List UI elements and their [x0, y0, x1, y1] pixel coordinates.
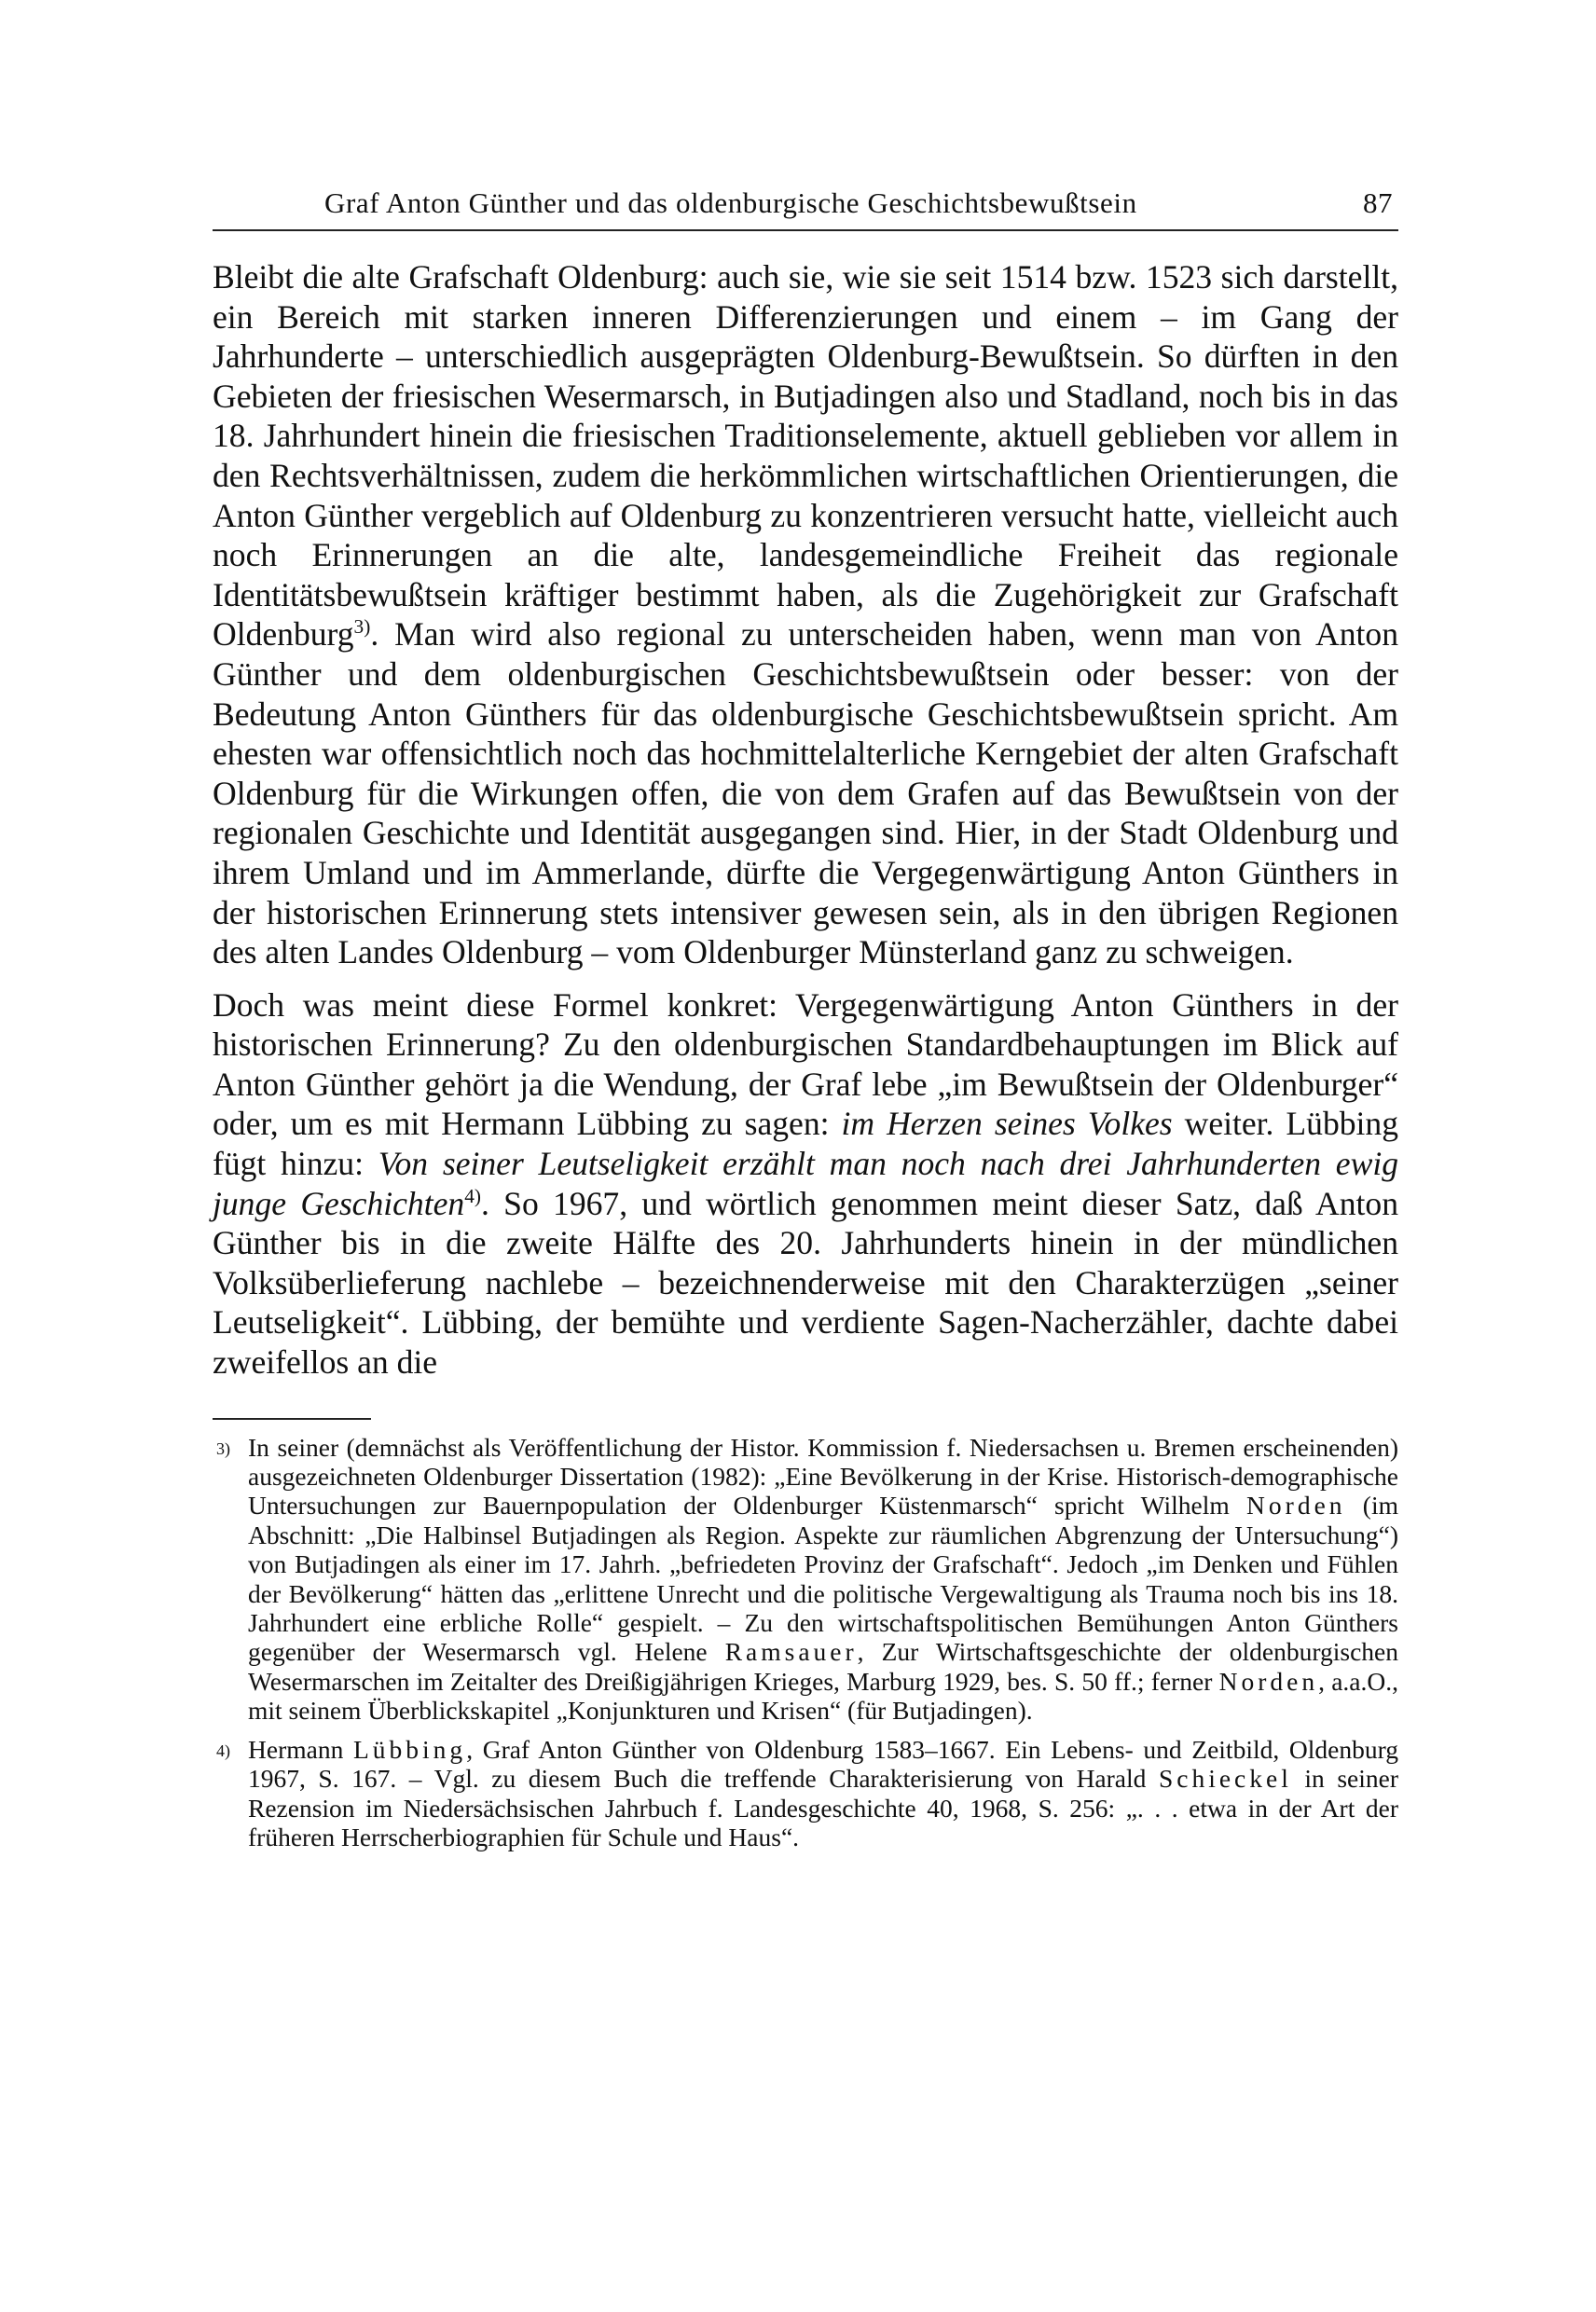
quote-im-herzen: im Herzen seines Volkes [841, 1105, 1173, 1143]
book-page [213, 186, 1398, 1861]
author-name-luebbing: Lübbing [352, 1734, 467, 1764]
author-name-norden: Norden [1246, 1491, 1346, 1521]
footnote-3-text-d: , a.a.O., mit seinem Überblickskapitel „Konjunkturen und Krisen“ (für Butjadingen). [248, 1666, 1398, 1726]
footnote-marker: 4) [216, 1741, 230, 1760]
running-header [213, 186, 1398, 231]
author-name-schieckel: Schieckel [1158, 1764, 1292, 1794]
footnote-text [244, 1433, 1398, 1726]
footnote-3 [213, 1433, 1398, 1726]
main-text [213, 257, 1398, 1383]
author-name-ramsauer: Ramsauer [724, 1637, 858, 1667]
quote-leutseligkeit: Von seiner Leutseligkeit erzählt man noch nach drei Jahrhunderten ewig junge Geschichten [213, 1145, 1398, 1222]
footnote-4 [213, 1735, 1398, 1852]
footnote-3-text-c: , Zur Wirtschaftsgeschichte der oldenburgischen Wesermarschen im Zeitalter des Dreißigjährigen Krieges, Marburg 1929, bes. S. 50 ff.; ferner [248, 1637, 1399, 1696]
running-title: Graf Anton Günther und das oldenburgische Geschichtsbewußtsein [324, 186, 1137, 219]
paragraph-1-continued: . Man wird also regional zu unterscheiden haben, wenn man von Anton Günther und dem oldenburgischen Geschichtsbewußtsein oder besser: von der Bedeutung Anton Günthers für das oldenburgische Geschichtsbewußtsein spricht. Am ehesten war offensichtlich noch das hochmittelalterliche Kerngebiet der alten Grafschaft Oldenburg für die Wirkungen offen, die von dem Grafen auf das Bewußtsein von der regionalen Geschichte und Identität ausgegangen sind. Hier, in der Stadt Oldenburg und ihrem Umland und im Ammerlande, dürfte die Vergegenwärtigung Anton Günthers in der historischen Erinnerung stets intensiver gewesen sein, als in den übrigen Regionen des alten Landes Oldenburg – vom Oldenburger Münsterland ganz zu schweigen. [213, 615, 1398, 971]
footnotes [213, 1433, 1398, 1852]
author-name-norden-2: Norden [1218, 1666, 1319, 1696]
footnote-4-text-a: Hermann [248, 1734, 353, 1764]
footnote-3-text-a: In seiner (demnächst als Veröffentlichung der Histor. Kommission f. Niedersachsen u. Bremen erscheinenden) ausgezeichneten Oldenburger Dissertation (1982): „Eine Bevölkerung in der Krise. Historisch-demographische Untersuchungen zur Bauernpopulation der Oldenburger Küstenmarsch“ spricht Wilhelm [248, 1432, 1398, 1521]
paragraph-2-text-c: . So 1967, und wörtlich genommen meint dieser Satz, daß Anton Günther bis in die zweite Hälfte des 20. Jahrhunderts hinein in der mündlichen Volksüberlieferung nachlebe – bezeichnenderweise mit den Charakterzügen „seiner Leutseligkeit“. Lübbing, der bemühte und verdiente Sagen-Nacherzähler, dachte dabei zweifellos an die [213, 1184, 1398, 1382]
footnote-4-text-c: in seiner Rezension im Niedersächsischen Jahrbuch f. Landesgeschichte 40, 1968, S. 256: „. . . etwa in der Art der früheren Herrscherbiographien für Schule und Haus“. [248, 1764, 1399, 1851]
footnote-4-text-b: , Graf Anton Günther von Oldenburg 1583–1667. Ein Lebens- und Zeitbild, Oldenburg 1967, S. 167. – Vgl. zu diesem Buch die treffende Charakterisierung von Harald [248, 1734, 1398, 1794]
footnote-marker: 3) [216, 1438, 230, 1458]
paragraph-2-text-a: Doch was meint diese Formel konkret: Vergegenwärtigung Anton Günthers in der historischen Erinnerung? Zu den oldenburgischen Standardbehauptungen im Blick auf Anton Günther gehört ja die Wendung, der Graf lebe „im Bewußtsein der Oldenburger“ oder, um es mit Hermann Lübbing zu sagen: [213, 985, 1398, 1143]
page-number: 87 [1363, 186, 1393, 219]
paragraph-2 [213, 985, 1398, 1383]
footnote-text [244, 1735, 1398, 1852]
paragraph-1-text: Bleibt die alte Grafschaft Oldenburg: auch sie, wie sie seit 1514 bzw. 1523 sich darstellt, ein Bereich mit starken inneren Differenzierungen und einem – im Gang der Jahrhunderte – unterschiedlich ausgeprägten Oldenburg-Bewußtsein. So dürften in den Gebieten der friesischen Wesermarsch, in Butjadingen also und Stadland, noch bis in das 18. Jahrhundert hinein die friesischen Traditionselemente, aktuell geblieben vor allem in den Rechtsverhältnissen, zudem die herkömmlichen wirtschaftlichen Orientierungen, die Anton Günther vergeblich auf Oldenburg zu konzentrieren versucht hatte, vielleicht auch noch Erinnerungen an die alte, landesgemeindliche Freiheit das regionale Identitätsbewußtsein kräftiger bestimmt haben, als die Zugehörigkeit zur Grafschaft Oldenburg [213, 258, 1398, 654]
footnote-ref-4[interactable]: 4) [464, 1184, 481, 1207]
footnote-separator [213, 1418, 371, 1420]
footnote-3-text-b: (im Abschnitt: „Die Halbinsel Butjadingen als Region. Aspekte zur räumlichen Abgrenzung der Untersuchung“) von Butjadingen als einer im 17. Jahrh. „befriedeten Provinz der Grafschaft“. Jedoch „im Denken und Fühlen der Bevölkerung“ hätten das „erlittene Unrecht und die politische Vergewaltigung als Trauma noch bis ins 18. Jahrhundert eine erbliche Rolle“ gespielt. – Zu den wirtschaftspolitischen Bemühungen Anton Günthers gegenüber der Wesermarsch vgl. Helene [248, 1491, 1398, 1667]
paragraph-1 [213, 257, 1398, 972]
paragraph-2-text-b: weiter. Lübbing fügt hinzu: [213, 1105, 1398, 1183]
footnote-ref-3[interactable]: 3) [353, 615, 371, 639]
